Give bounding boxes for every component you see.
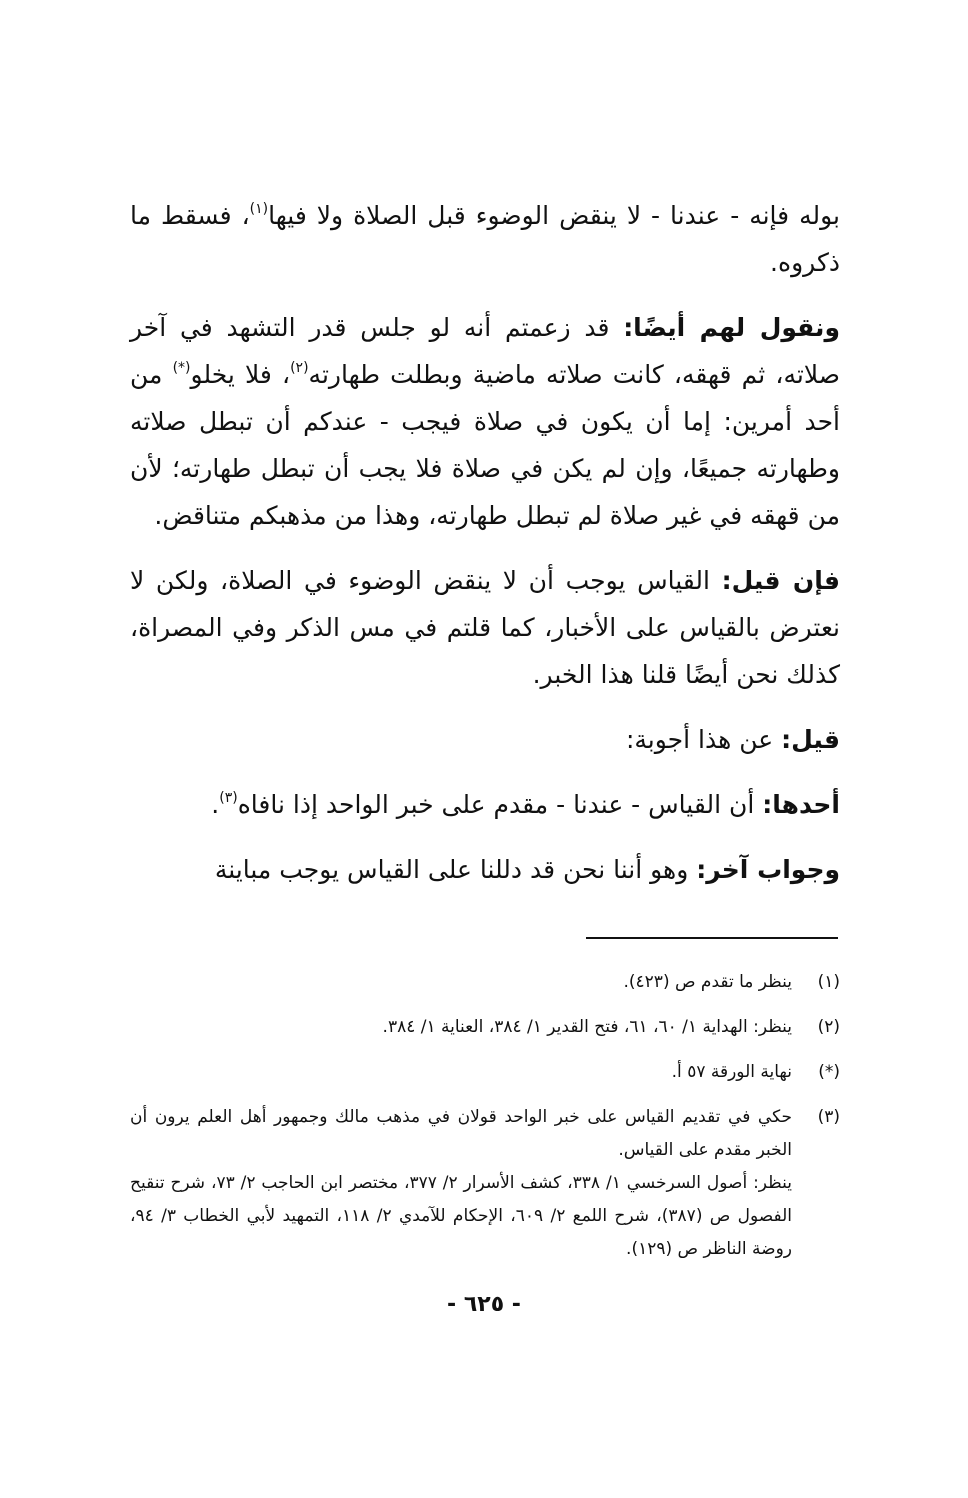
paragraph-lead: فإن قيل: xyxy=(721,566,840,595)
paragraph-text: عن هذا أجوبة: xyxy=(625,725,782,754)
paragraph-text: القياس يوجب أن لا ينقض الوضوء في الصلاة، ولكن لا نعترض بالقياس على الأخبار، كما قلتم في مس الذكر وفي المصراة، كذلك نحن أيضًا قلنا هذا الخبر. xyxy=(130,566,840,689)
paragraph-2 xyxy=(130,304,840,539)
paragraph-text: أن القياس - عندنا - مقدم على خبر الواحد إذا نافاه xyxy=(237,790,763,819)
paragraph-text: . xyxy=(211,790,220,819)
footnote-text: حكي في تقديم القياس على خبر الواحد قولان في مذهب مالك وجمهور أهل العلم يرون أن الخبر مقدم على القياس. xyxy=(130,1107,792,1160)
footnote-1 xyxy=(130,966,840,999)
paragraph-text: من أحد أمرين: إما أن يكون في صلاة فيجب - عندكم أن تبطل صلاته وطهارته جميعًا، وإن لم يكن في صلاة فلا يجب أن تبطل طهارته؛ لأن من قهقه في غير صلاة لم تبطل طهارته، وهذا من مذهبكم متناقض. xyxy=(130,360,840,530)
footnote-text: ينظر ما تقدم ص (٤٢٣). xyxy=(623,972,792,992)
paragraph-1 xyxy=(130,192,840,286)
footnote-ref: (٣) xyxy=(219,790,238,806)
footnote-ref: (٢) xyxy=(290,360,309,376)
footnote-text: ينظر: أصول السرخسي ١/ ٣٣٨، كشف الأسرار ٢/ ٣٧٧، مختصر ابن الحاجب ٢/ ٧٣، شرح تنقيح الفصول ص (٣٨٧)، شرح اللمع ٢/ ٦٠٩، الإحكام للآمدي ٢/ ١١٨، التمهيد لأبي الخطاب ٣/ ٩٤، روضة الناظر ص (١٢٩). xyxy=(130,1173,792,1259)
paragraph-4 xyxy=(130,716,840,763)
footnote-number: (١) xyxy=(817,972,840,992)
main-text xyxy=(130,192,840,911)
page-number: - ٦٢٥ - xyxy=(447,1292,521,1317)
footnote-ref: (١) xyxy=(249,201,269,217)
footnote-2 xyxy=(130,1011,840,1044)
footnote-number: (*) xyxy=(818,1062,840,1082)
paragraph-6 xyxy=(130,846,840,893)
footnote-number: (٢) xyxy=(817,1017,840,1037)
paragraph-lead: أحدها: xyxy=(762,790,840,819)
footnote-text: نهاية الورقة ٥٧ أ. xyxy=(671,1062,792,1082)
footnote-text: ينظر: الهداية ١/ ٦٠، ٦١، فتح القدير ١/ ٣٨٤، العناية ١/ ٣٨٤. xyxy=(382,1017,792,1037)
paragraph-text: ، فسقط ما ذكروه. xyxy=(130,201,840,277)
paragraph-3 xyxy=(130,557,840,698)
paragraph-5 xyxy=(130,781,840,828)
footnote-star xyxy=(130,1056,840,1089)
paragraph-text: ، فلا يخلو xyxy=(190,360,291,389)
footnote-ref: (*) xyxy=(172,360,191,376)
paragraph-lead: ونقول لهم أيضًا: xyxy=(623,313,840,342)
paragraph-text: بوله فإنه - عندنا - لا ينقض الوضوء قبل الصلاة ولا فيها xyxy=(268,201,840,230)
paragraph-text: وهو أننا نحن قد دللنا على القياس يوجب مباينة xyxy=(214,855,697,884)
paragraph-text: قد زعمتم أنه لو جلس قدر التشهد في آخر صلاته، ثم قهقه، كانت صلاته ماضية وبطلت طهارته xyxy=(130,313,840,389)
footnote-number: (٣) xyxy=(817,1107,840,1127)
paragraph-lead: وجواب آخر: xyxy=(696,855,840,884)
paragraph-lead: قيل: xyxy=(781,725,840,754)
footnotes xyxy=(130,966,840,1278)
footnote-separator xyxy=(586,937,838,939)
footnote-3 xyxy=(130,1101,840,1266)
